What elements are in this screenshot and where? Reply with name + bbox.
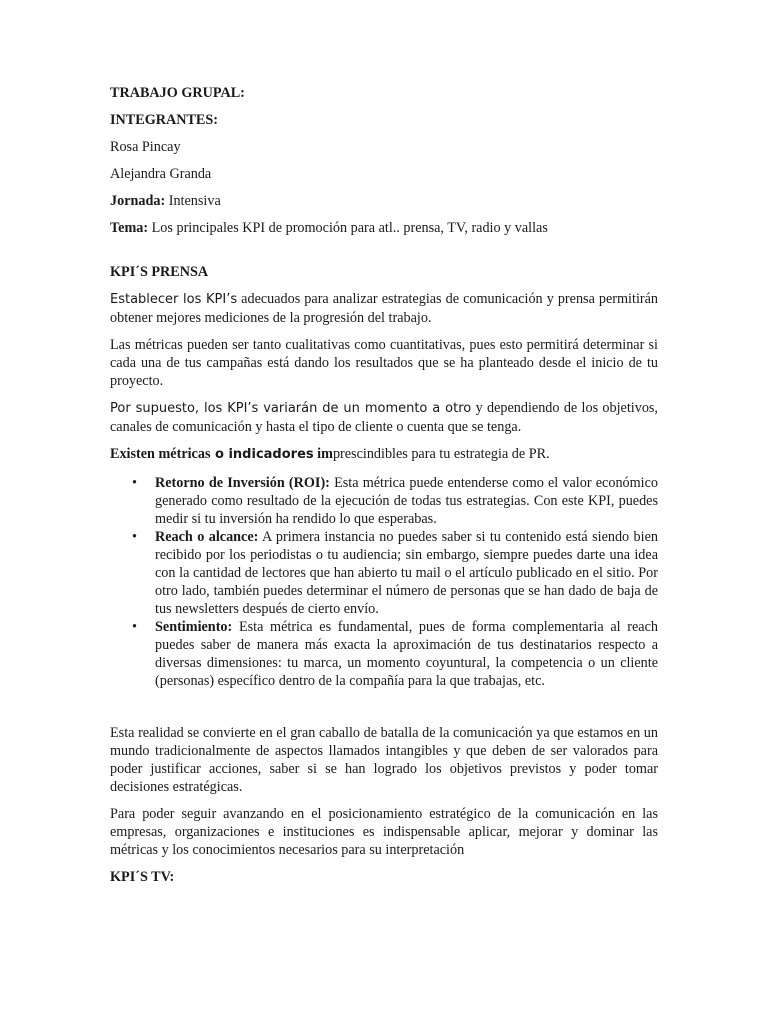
- metrics-fragment: prescindibles para tu estrategia de PR: [332, 446, 547, 462]
- topic-line: [110, 219, 658, 237]
- section-heading-tv: KPI´S TV:: [110, 869, 175, 885]
- kpi-bullet-list: [110, 474, 658, 690]
- member-name: Alejandra Granda: [110, 166, 212, 182]
- list-item: [110, 528, 658, 618]
- paragraph: [110, 290, 658, 327]
- bullet-label: Retorno de Inversión (ROI):: [155, 475, 330, 491]
- bullet-text: A primera instancia no puedes saber si tu contenido está siendo bien recibido por los periodistas o tu audiencia; sin embargo, siempre puedes darte una idea con la cantidad de lectores que han abierto tu mail o el artículo publicado en el sitio. Por otro lado, también puedes determinar el número de personas que se han dado de baja de tus newsletters después de cierto envío.: [155, 529, 658, 617]
- paragraph-metrics-intro: [110, 445, 658, 464]
- bullet-icon: •: [132, 619, 137, 635]
- schedule-line: [110, 192, 658, 210]
- paragraph-fragment: adecuados para analizar estrategias de comunicación y prensa permitirán obtener mejores mediciones de la progresión del trabajo.: [110, 291, 659, 326]
- topic-value: Los principales KPI de promoción para atl.. prensa, TV, radio y vallas: [148, 220, 548, 236]
- bullet-label: Reach o alcance:: [155, 529, 259, 545]
- bullet-icon: •: [132, 475, 137, 491]
- document-title: TRABAJO GRUPAL:: [110, 85, 245, 101]
- topic-label: Tema:: [110, 220, 149, 236]
- bullet-icon: •: [132, 529, 137, 545]
- metrics-bold-fragment: im: [313, 446, 333, 462]
- metrics-fragment: .: [546, 446, 550, 462]
- bullet-text: Esta métrica puede entenderse como el valor económico generado como resultado de la ejecución de todas tus estrategias. Con este KPI, puedes medir si tu inversión ha rendido lo que esperabas.: [155, 475, 658, 527]
- members-label: INTEGRANTES:: [110, 112, 219, 128]
- schedule-label: Jornada:: [110, 193, 166, 209]
- bullet-label: Sentimiento:: [155, 619, 233, 635]
- paragraph: Para poder seguir avanzando en el posicionamiento estratégico de la comunicación en las empresas, organizaciones e instituciones es indispensable aplicar, mejorar y dominar las métricas y los conocimientos necesarios para su interpretación: [110, 806, 658, 858]
- paragraph: Esta realidad se convierte en el gran caballo de batalla de la comunicación ya que estamos en un mundo tradicionalmente de aspectos llamados intangibles y que deben de ser valorados para poder justificar acciones, saber si se han logrado los objetivos previstos y poder tomar decisiones estratégicas.: [110, 725, 658, 795]
- document-page: [110, 84, 658, 886]
- paragraph-sans-fragment: Establecer los KPI’s: [110, 292, 238, 307]
- list-item: [110, 474, 658, 528]
- paragraph: Las métricas pueden ser tanto cualitativas como cuantitativas, pues esto permitirá determinar si cada una de tus campañas está dando los resultados que se ha planteado desde el inicio de tu proyecto.: [110, 337, 658, 389]
- metrics-bold-fragment: Existen métricas: [110, 446, 211, 462]
- paragraph: [110, 399, 658, 436]
- member-name: Rosa Pincay: [110, 139, 181, 155]
- section-heading-prensa: KPI´S PRENSA: [110, 264, 209, 280]
- metrics-bold-sans-fragment: o indicadores: [210, 447, 314, 462]
- schedule-value: Intensiva: [165, 193, 221, 209]
- list-item: [110, 618, 658, 690]
- paragraph-fragment: y dependiendo de los objetivos, canales de comunicación y hasta el tipo de cliente o cuenta que se tenga.: [110, 400, 658, 435]
- paragraph-sans-fragment: Por supuesto, los KPI’s variarán de un momento a otro: [110, 401, 472, 416]
- bullet-text: Esta métrica es fundamental, pues de forma complementaria al reach puedes saber de manera más exacta la aproximación de tus destinatarios respecto a diversas dimensiones: tu marca, un momento coyuntural, la competencia o un cliente (personas) específico dentro de la compañía para la que trabajas, etc.: [155, 619, 658, 689]
